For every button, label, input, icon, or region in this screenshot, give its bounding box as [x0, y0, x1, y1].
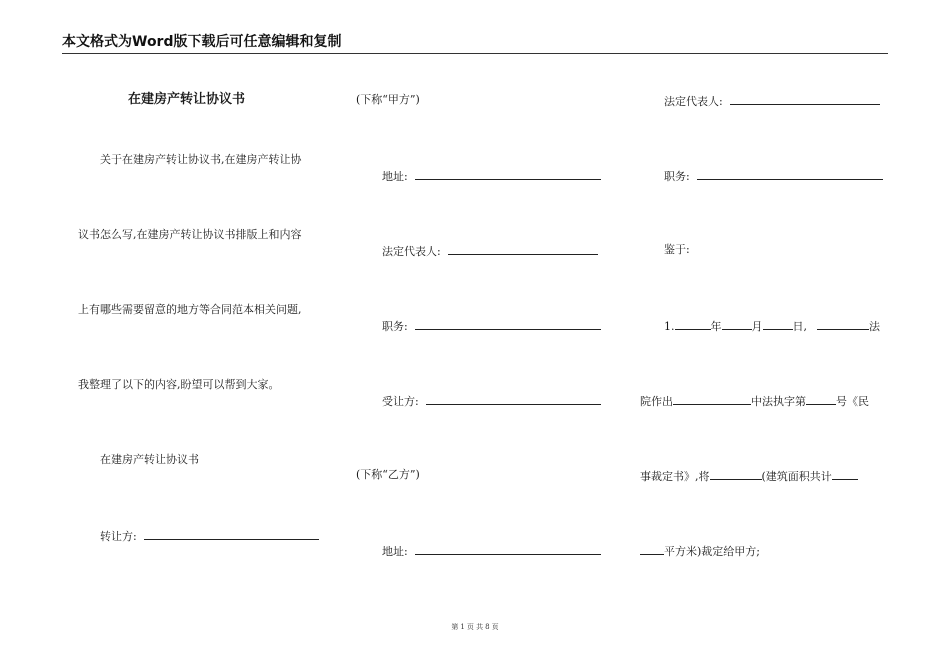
- ruling-prefix: 院作出: [640, 395, 673, 408]
- case-number-blank: [806, 393, 836, 405]
- position-field-2: [664, 168, 883, 184]
- transferee-label: 受让方:: [382, 395, 419, 408]
- position-blank-2: [697, 168, 883, 180]
- year-label: 年: [710, 320, 722, 333]
- whereas-heading: 鉴于:: [664, 243, 690, 256]
- day-blank: [763, 318, 793, 330]
- transferor-blank: [144, 528, 319, 540]
- party-a-note: (下称“甲方”): [356, 93, 420, 106]
- page-mid: 页 共: [466, 623, 484, 631]
- position-label-2: 职务:: [664, 170, 690, 183]
- legal-rep-field-2: [664, 93, 880, 109]
- intro-line-3: 上有哪些需要留意的地方等合同范本相关问题,: [78, 303, 302, 316]
- page-suffix: 页: [491, 623, 499, 631]
- court-blank: [673, 393, 751, 405]
- ruling-document-label: 事裁定书》,将: [640, 470, 710, 483]
- page-number: 1: [460, 623, 465, 631]
- document-title: 在建房产转让协议书: [128, 92, 246, 107]
- address-field-1: [382, 168, 601, 184]
- intro-line-1: 关于在建房产转让协议书,在建房产转让协: [100, 153, 302, 166]
- page-footer: [0, 622, 950, 632]
- position-field-1: [382, 318, 601, 334]
- header-text: 本文格式为Word版下载后可任意编辑和复制: [62, 34, 342, 50]
- intro-line-4: 我整理了以下的内容,盼望可以帮到大家。: [78, 378, 280, 391]
- page-header: [62, 34, 888, 54]
- court-name-blank: [817, 318, 869, 330]
- year-blank: [675, 318, 711, 330]
- address-label-2: 地址:: [382, 545, 408, 558]
- party-b-note: (下称“乙方”): [356, 468, 420, 481]
- court-label: 法: [869, 320, 880, 333]
- clause-1-line: [664, 318, 880, 334]
- case-number-label: 中法执字第: [751, 395, 806, 408]
- position-blank-1: [415, 318, 601, 330]
- transferor-field: [100, 528, 319, 544]
- clause-2-line: [640, 393, 869, 409]
- clause-1-number: 1.: [664, 320, 675, 333]
- legal-rep-blank-1: [448, 243, 598, 255]
- address-field-2: [382, 543, 601, 559]
- day-label: 日,: [792, 320, 807, 333]
- agreement-subtitle: 在建房产转让协议书: [100, 453, 199, 466]
- position-label-1: 职务:: [382, 320, 408, 333]
- intro-line-2: 议书怎么写,在建房产转让协议书排版上和内容: [78, 228, 302, 241]
- legal-rep-field-1: [382, 243, 598, 259]
- address-blank-1: [415, 168, 601, 180]
- legal-rep-label-1: 法定代表人:: [382, 245, 441, 258]
- legal-rep-label-2: 法定代表人:: [664, 95, 723, 108]
- month-blank: [722, 318, 752, 330]
- legal-rep-blank-2: [730, 93, 880, 105]
- area-blank-a: [832, 468, 858, 480]
- area-blank-b: [640, 543, 664, 555]
- page-prefix: 第: [451, 623, 459, 631]
- clause-3-line: [640, 468, 858, 484]
- month-label: 月: [751, 320, 763, 333]
- address-blank-2: [415, 543, 601, 555]
- address-label-1: 地址:: [382, 170, 408, 183]
- clause-4-line: [640, 543, 760, 559]
- transferee-blank: [426, 393, 601, 405]
- area-label: (建筑面积共计: [761, 470, 832, 483]
- ruling-to-party-a: 平方米)裁定给甲方;: [664, 545, 760, 558]
- page-total: 8: [485, 623, 490, 631]
- civil-label: 号《民: [836, 395, 869, 408]
- transferee-field: [382, 393, 601, 409]
- transferor-label: 转让方:: [100, 530, 137, 543]
- property-blank: [710, 468, 762, 480]
